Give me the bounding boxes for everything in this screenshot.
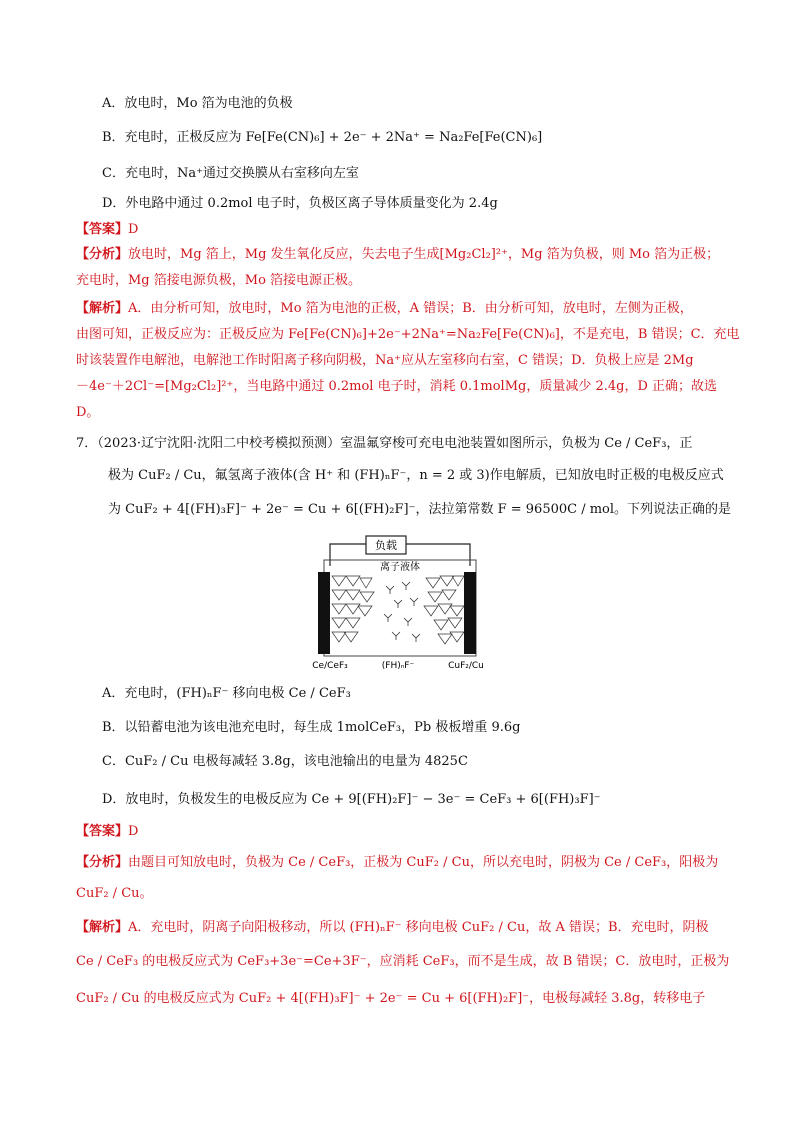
explain-text: A．由分析可知，放电时，Mo 箔为电池的正极，A 错误；B．由分析可知，放电时，左侧为正极， (128, 301, 693, 316)
analysis-prev-line2: 充电时，Mg 箔接电源负极，Mo 箔接电源正极。 (76, 273, 362, 288)
left-electrode (318, 572, 330, 654)
option-d-prev: D．外电路中通过 0.2mol 电子时，负极区离子导体质量变化为 2.4g (102, 196, 498, 211)
explain7-line1 (76, 918, 730, 938)
analysis-label: 【分析】 (76, 247, 129, 262)
option7-b: B．以铅蓄电池为该电池充电时，每生成 1molCeF₃，Pb 极板增重 9.6g (102, 720, 521, 735)
electrolyte-container (324, 560, 476, 656)
liquid-label: 离子液体 (380, 562, 420, 573)
option-a-prev: A．放电时，Mo 箔为电池的负极 (102, 96, 293, 111)
explain-prev-line5: D。 (76, 405, 100, 420)
answer-prev (76, 220, 730, 240)
left-electrode-label: Ce/CeF₃ (312, 661, 348, 671)
question7-line2: 极为 CuF₂ / Cu，氟氢离子液体(含 H⁺ 和 (FH)ₙF⁻，n = 2 或 3)作电解质，已知放电时正极的电极反应式 (108, 468, 724, 483)
battery-diagram (312, 536, 484, 674)
answer7-value: D (128, 824, 139, 839)
analysis7-line1 (76, 853, 730, 873)
analysis7-text: 由题目可知放电时，负极为 Ce / CeF₃，正极为 CuF₂ / Cu，所以充电时，阴极为 Ce / CeF₃，阳极为 (128, 855, 719, 870)
explain-label: 【解析】 (76, 301, 129, 316)
answer7 (76, 822, 730, 842)
question7-line1: 7．（2023·辽宁沈阳·沈阳二中校考模拟预测）室温氟穿梭可充电电池装置如图所示，负极为 Ce / CeF₃，正 (76, 436, 693, 451)
option7-a: A．充电时，(FH)ₙF⁻ 移向电极 Ce / CeF₃ (102, 686, 351, 701)
explain-prev-line2: 由图可知，正极反应为：正极反应为 Fe[Fe(CN)₆]+2e⁻+2Na⁺=Na₂Fe[Fe(CN)₆]，不是充电，B 错误；C．充电 (76, 327, 740, 342)
explain7-text: A．充电时，阴离子向阳极移动，所以 (FH)ₙF⁻ 移向电极 CuF₂ / Cu，故 A 错误；B．充电时，阴极 (128, 920, 709, 935)
explain-prev-line4: －4e⁻＋2Cl⁻=[Mg₂Cl₂]²⁺，当电路中通过 0.2mol 电子时，消耗 0.1molMg，质量减少 2.4g，D 正确；故选 (76, 379, 718, 394)
analysis7-line2: CuF₂ / Cu。 (76, 886, 153, 901)
analysis-text: 放电时，Mg 箔上，Mg 发生氧化反应，失去电子生成[Mg₂Cl₂]²⁺，Mg 箔为负极，则 Mo 箔为正极； (128, 247, 720, 262)
analysis7-label: 【分析】 (76, 855, 129, 870)
left-lattice (332, 576, 374, 642)
explain7-line2: Ce / CeF₃ 的电极反应式为 CeF₃+3e⁻=Ce+3F⁻，应消耗 CeF₃，而不是生成，故 B 错误；C．放电时，正极为 (76, 954, 730, 969)
right-lattice (424, 576, 464, 644)
question7-line3: 为 CuF₂ + 4[(FH)₃F]⁻ + 2e⁻ = Cu + 6[(FH)₂F]⁻，法拉第常数 F = 96500C / mol。下列说法正确的是 (108, 502, 732, 517)
option7-d: D．放电时，负极发生的电极反应为 Ce + 9[(FH)₂F]⁻ − 3e⁻ = CeF₃ + 6[(FH)₃F]⁻ (102, 792, 601, 807)
answer-label: 【答案】 (76, 222, 129, 237)
load-label: 负载 (375, 539, 397, 552)
right-electrode-label: CuF₂/Cu (448, 661, 484, 671)
ion-particles (384, 582, 420, 642)
option7-c: C．CuF₂ / Cu 电极每减轻 3.8g，该电池输出的电量为 4825C (102, 754, 468, 769)
option-c-prev: C．充电时，Na⁺通过交换膜从右室移向左室 (102, 166, 359, 181)
option-b-prev: B．充电时，正极反应为 Fe[Fe(CN)₆] + 2e⁻ + 2Na⁺ = Na₂Fe[Fe(CN)₆] (102, 130, 543, 145)
battery-diagram-svg (312, 536, 484, 674)
explain-prev-line1 (76, 299, 730, 319)
explain7-line3: CuF₂ / Cu 的电极反应式为 CuF₂ + 4[(FH)₃F]⁻ + 2e⁻ = Cu + 6[(FH)₂F]⁻，电极每减轻 3.8g，转移电子 (76, 991, 706, 1006)
analysis-prev-line1 (76, 245, 730, 265)
left-wire (330, 544, 366, 566)
answer7-label: 【答案】 (76, 824, 129, 839)
answer-value: D (128, 222, 139, 237)
explain7-label: 【解析】 (76, 920, 129, 935)
middle-ion-label: (FH)ₙF⁻ (381, 661, 415, 671)
explain-prev-line3: 时该装置作电解池，电解池工作时阳离子移向阴极，Na⁺应从左室移向右室，C 错误；D．负极上应是 2Mg (76, 353, 694, 368)
right-electrode (464, 572, 476, 654)
